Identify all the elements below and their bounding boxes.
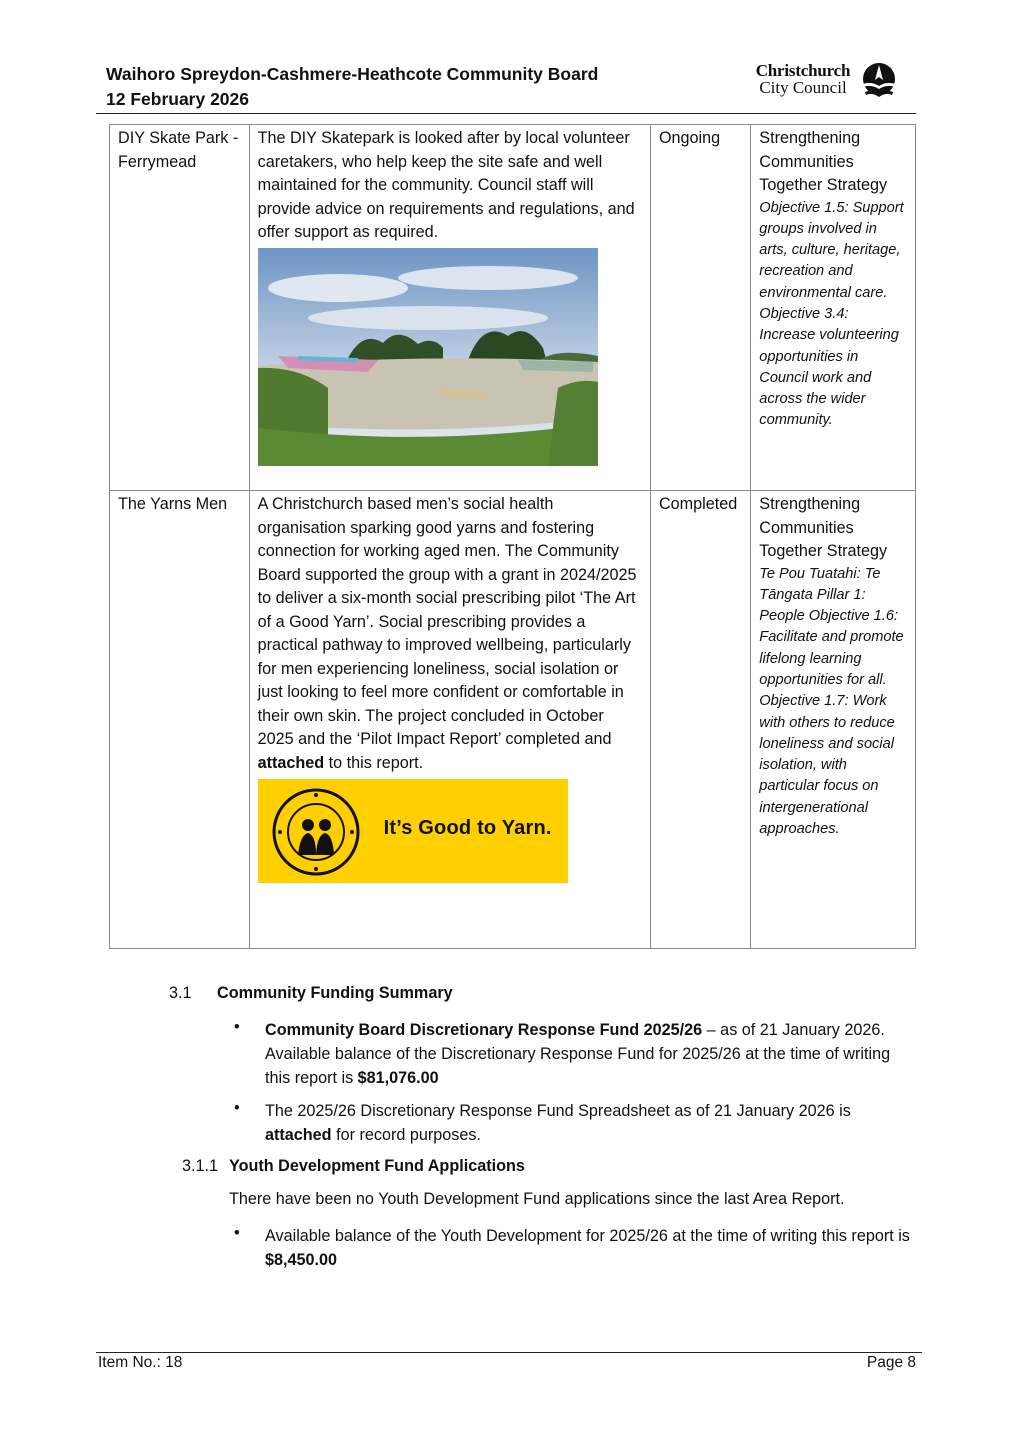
description-text: A Christchurch based men’s social health organisation sparking good yarns and fostering connection for working aged men. The Community Board supported the group with a grant in 2024/2025 to deliver a six-month social prescribing pilot ‘The Art of a Good Yarn’. Social prescribing provides a practical pathway to improved wellbeing, particularly for men experiencing loneliness, social isolation or just looking to feel more confident or comfortable in their own skin. The project concluded in October 2025 and the ‘Pilot Impact Report’ completed and: [257, 495, 637, 748]
project-name: The Yarns Men: [110, 491, 250, 949]
description-bold: attached: [257, 753, 325, 772]
description-tail: to this report.: [324, 753, 424, 772]
projects-table: [109, 124, 916, 949]
yarns-men-seal-icon: [270, 787, 362, 877]
yarns-men-logo: [258, 779, 568, 883]
header-divider: [96, 113, 916, 114]
youth-balance-text: Available balance of the Youth Development for 2025/26 at the time of writing this report is: [265, 1227, 910, 1245]
section-title: Community Funding Summary: [217, 984, 453, 1002]
project-status: Completed: [650, 491, 750, 949]
logo-line1: Christchurch: [755, 61, 851, 80]
strategy-cell: [751, 491, 916, 949]
bullet-marker: •: [234, 1099, 240, 1117]
section-number: 3.1: [169, 984, 192, 1002]
footer-divider: [96, 1352, 922, 1353]
spreadsheet-tail: for record purposes.: [331, 1126, 481, 1144]
logo-tagline: It’s Good to Yarn.: [383, 817, 552, 839]
youth-fund-paragraph: There have been no Youth Development Fund applications since the last Area Report.: [229, 1190, 845, 1208]
project-description-cell: [249, 125, 650, 491]
strategy-name: Strengthening Communities Together Strategy: [759, 495, 888, 560]
fund-text: – as of 21 January 2026. Available balance of the Discretionary Response Fund for 2025/26 at the time of writing this report is: [265, 1021, 891, 1087]
bullet-marker: •: [234, 1018, 240, 1036]
project-name: DIY Skate Park - Ferrymead: [110, 125, 250, 491]
spreadsheet-bullet: [265, 1099, 905, 1147]
council-logo: [747, 62, 897, 102]
cathedral-icon: [861, 62, 897, 100]
subsection-title: Youth Development Fund Applications: [229, 1157, 525, 1175]
strategy-cell: [751, 125, 916, 491]
youth-balance-amount: $8,450.00: [265, 1251, 338, 1269]
strategy-objectives: Objective 1.5: Support groups involved in arts, culture, heritage, recreation and environmental care. Objective 3.4: Increase volunteering opportunities in Council work and across the wider community.: [759, 199, 904, 429]
table-row: [110, 491, 916, 949]
fund-amount: $81,076.00: [357, 1069, 439, 1087]
funding-bullet: [265, 1018, 917, 1090]
item-number: Item No.: 18: [98, 1354, 183, 1371]
bullet-marker: •: [234, 1224, 240, 1242]
meeting-date: 12 February 2026: [106, 89, 250, 109]
strategy-objectives: Te Pou Tuatahi: Te Tāngata Pillar 1: People Objective 1.6: Facilitate and promote lifelong learning opportunities for all. Objective 1.7: Work with others to reduce loneliness and social isolation, with particular focus on intergenerational approaches.: [759, 565, 904, 838]
subsection-number: 3.1.1: [182, 1157, 219, 1175]
logo-line2: City Council: [759, 78, 847, 97]
table-row: [110, 125, 916, 491]
skatepark-photo: [258, 248, 598, 466]
fund-name: Community Board Discretionary Response Fund 2025/26: [265, 1021, 703, 1039]
project-description: [258, 493, 642, 775]
youth-balance-bullet: [265, 1224, 910, 1272]
spreadsheet-bold: attached: [265, 1126, 332, 1144]
strategy-name: Strengthening Communities Together Strategy: [759, 129, 888, 194]
project-description: The DIY Skatepark is looked after by local volunteer caretakers, who help keep the site safe and well maintained for the community. Council staff will provide advice on requirements and regulations, and offer support as required.: [257, 129, 635, 241]
board-name: Waihoro Spreydon-Cashmere-Heathcote Community Board: [106, 64, 599, 84]
spreadsheet-text: The 2025/26 Discretionary Response Fund Spreadsheet as of 21 January 2026 is: [265, 1102, 851, 1120]
project-status: Ongoing: [650, 125, 750, 491]
board-title: [106, 62, 598, 112]
project-description-cell: [249, 491, 650, 949]
page-number: Page 8: [866, 1354, 916, 1371]
